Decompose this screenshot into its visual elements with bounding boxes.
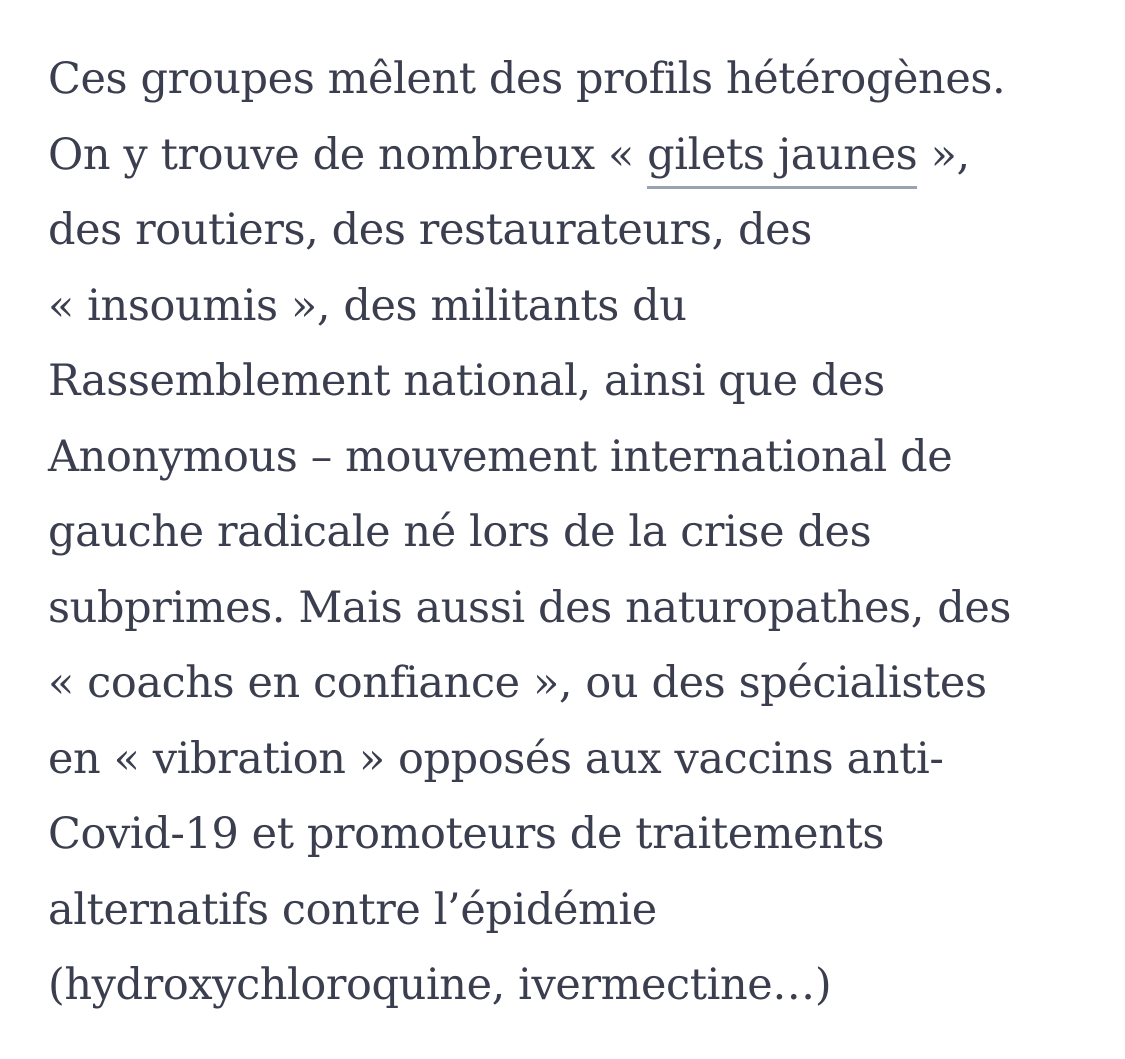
paragraph-line: Rassemblement national, ainsi que des — [48, 356, 885, 406]
paragraph-line: « coachs en confiance », ou des spécialistes — [48, 658, 987, 708]
gilets-jaunes-link[interactable]: gilets jaunes — [647, 130, 917, 189]
article-paragraph — [48, 42, 1108, 1024]
paragraph-line: des routiers, des restaurateurs, des — [48, 205, 812, 255]
paragraph-line: (hydroxychloroquine, ivermectine…) — [48, 960, 832, 1010]
line-text: », — [917, 129, 970, 180]
paragraph-line: gauche radicale né lors de la crise des — [48, 507, 872, 557]
paragraph-line — [48, 118, 1108, 194]
line-text: On y trouve de nombreux « — [48, 129, 648, 180]
paragraph-line: Anonymous – mouvement international de — [48, 431, 953, 482]
paragraph-line: Ces groupes mêlent des profils hétérogènes. — [48, 54, 1006, 104]
paragraph-line: alternatifs contre l’épidémie — [48, 884, 657, 935]
paragraph-line: Covid-19 et promoteurs de traitements — [48, 809, 885, 859]
paragraph-line: subprimes. Mais aussi des naturopathes, des — [48, 582, 1012, 633]
paragraph-line: « insoumis », des militants du — [48, 280, 687, 331]
paragraph-line: en « vibration » opposés aux vaccins anti- — [48, 733, 944, 784]
